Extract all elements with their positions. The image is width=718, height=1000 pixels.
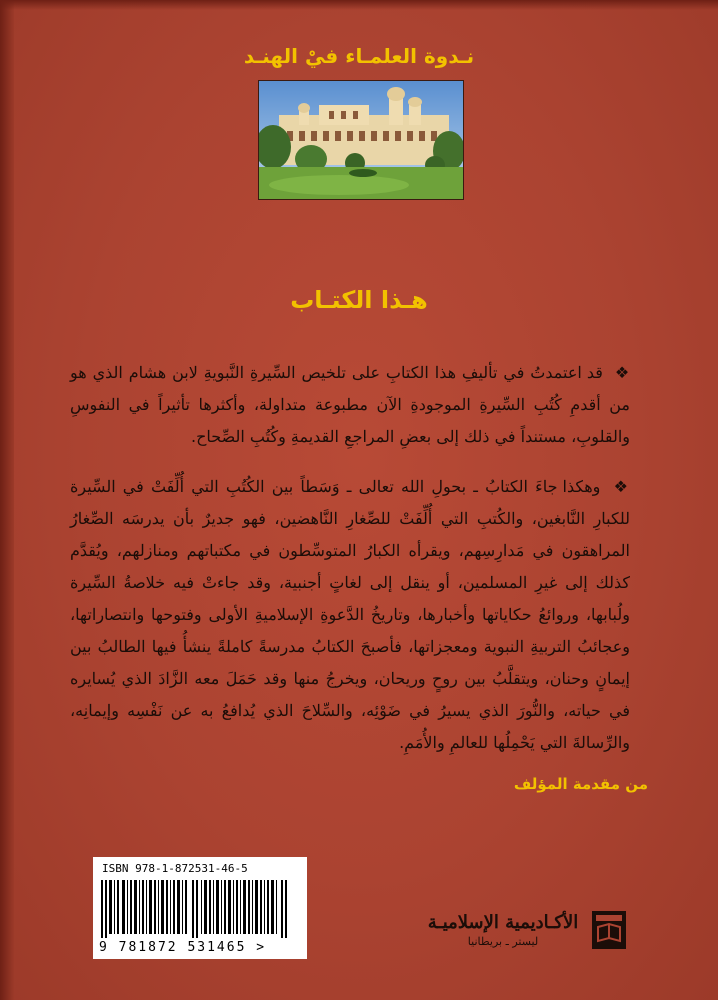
paragraph-2-text: وهكذا جاءَ الكتابُ ـ بحولِ الله تعالى ـ وَسَطاً بين الكُتُبِ التي أُلِّفَتْ في السِّيرة للكبارِ النَّابغين، والكُتبِ التي أُلِّفَتْ للصِّغارِ النَّاهضين، فهو جديرٌ بأن يدرسَه الصِّغارُ المراهقون في مَدارِسِهم، ويقرأه الكبارُ المتوسِّطون في مكتباتهم ومنازلهم، ويُقدَّم كذلك إلى غيرِ المسلمين، أو ينقل إلى لغاتٍ أجنبية، وقد جاءتْ فيه خلاصةُ السِّيرة ولُبابها، وروائعُ حكاياتها وأخبارها، وتاريخُ الدَّعوةِ الإسلاميةِ الأولى وفتوحها وانتصاراتها، وعجائبُ التربيةِ النبوية ومعجزاتها، فأصبحَ الكتابُ مدرسةً كاملةً ينشأُ فيها الطالبُ بين إيمانٍ وحنان، ويتقلَّبُ بين روحٍ وريحان، ويخرجُ منها وقد حَمَلَ معه الزَّادَ الذي يُسايره في حياته، والنُّورَ الذي يسيرُ في ضَوْئِه، والسِّلاحَ الذي يُدافعُ به عن نَفْسِه وإيمانِه، والرِّسالةَ التي يَحْمِلُها للعالمِ والأُمَمِ.	[70, 477, 631, 752]
bullet-diamond-icon: ❖	[614, 363, 631, 382]
header-title: نـدوة العلمـاء فيْ الهنـد	[243, 44, 475, 68]
building-photo	[258, 80, 464, 200]
publisher-book-logo-icon	[592, 911, 626, 949]
publisher-info	[418, 912, 588, 948]
barcode-bars	[101, 880, 299, 938]
paragraph-2	[70, 471, 630, 759]
bullet-diamond-icon: ❖	[613, 477, 630, 496]
paragraph-1	[70, 357, 630, 453]
isbn-label: ISBN 978-1-872531-46-5	[102, 862, 248, 875]
top-edge-shadow	[0, 0, 718, 10]
isbn-barcode	[93, 857, 307, 959]
paragraph-1-text: قد اعتمدتُ في تأليفِ هذا الكتابِ على تلخيص السِّيرةِ النَّبويةِ لابن هشام الذي هو من أقدمِ كُتُبِ السِّيرةِ الموجودةِ الآن مطبوعة متداولة، وأكثرها تأثيراً في النفوسِ والقلوبِ، مستنداً في ذلك إلى بعضِ المراجعِ القديمةِ وكُتُبِ الصِّحاح.	[70, 363, 630, 446]
publisher-location: ليستر ـ بريطانيا	[467, 935, 539, 948]
publisher-name: الأكـاديمية الإسلاميـة	[427, 912, 579, 933]
section-title: هـذا الكتـاب	[290, 286, 428, 314]
author-attribution: من مقدمة المؤلف	[513, 775, 648, 793]
spine-edge	[0, 0, 14, 1000]
barcode-digits: 9 781872 531465 >	[99, 940, 267, 955]
